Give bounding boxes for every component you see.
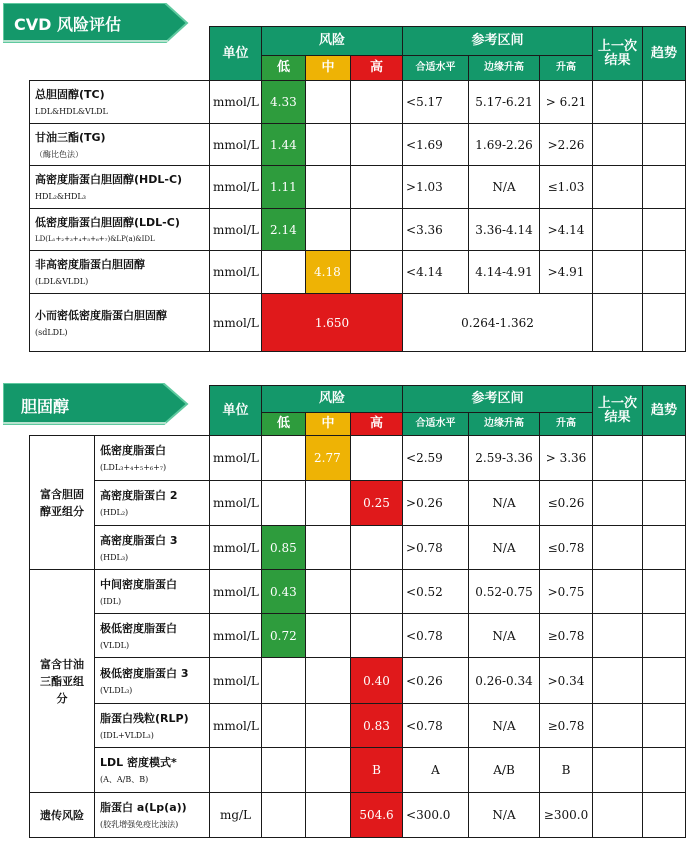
item-elev: > 3.36 bbox=[540, 436, 593, 481]
item-border: N/A bbox=[469, 793, 540, 838]
prev-header: 上一次结果 bbox=[593, 386, 643, 436]
high-header: 高 bbox=[351, 56, 403, 81]
table-row bbox=[30, 481, 686, 526]
risk-header: 风险 bbox=[262, 27, 403, 56]
item-elev: ≥0.78 bbox=[540, 704, 593, 748]
item-elev: B bbox=[540, 748, 593, 793]
item-elev: >2.26 bbox=[540, 124, 593, 166]
item-normal: <5.17 bbox=[403, 81, 469, 124]
item-border: A/B bbox=[469, 748, 540, 793]
item-unit: mmol/L bbox=[210, 481, 262, 526]
item-unit: mmol/L bbox=[210, 124, 262, 166]
item-name: 高密度脂蛋白 2 bbox=[100, 489, 178, 502]
item-value: 504.6 bbox=[351, 793, 403, 838]
item-elev: >4.14 bbox=[540, 209, 593, 251]
item-normal: <0.78 bbox=[403, 614, 469, 658]
item-value: 1.650 bbox=[262, 294, 403, 352]
item-sub: (IDL) bbox=[100, 596, 122, 606]
item-value: 0.83 bbox=[351, 704, 403, 748]
trend-header: 趋势 bbox=[643, 27, 686, 81]
chol-title: 胆固醇 bbox=[21, 397, 70, 416]
item-border: 3.36-4.14 bbox=[469, 209, 540, 251]
item-elev: >0.34 bbox=[540, 658, 593, 704]
table-row bbox=[30, 436, 686, 481]
item-value: 0.85 bbox=[262, 526, 306, 570]
item-name: 脂蛋白残粒(RLP) bbox=[100, 711, 189, 725]
item-border: 0.26-0.34 bbox=[469, 658, 540, 704]
item-border: 4.14-4.91 bbox=[469, 251, 540, 294]
group-label: 富含胆固醇亚组分 bbox=[30, 436, 95, 570]
cvd-table bbox=[29, 26, 686, 352]
item-border: 0.52-0.75 bbox=[469, 570, 540, 614]
table-row bbox=[30, 793, 686, 838]
item-unit: mmol/L bbox=[210, 166, 262, 209]
item-value: 0.72 bbox=[262, 614, 306, 658]
item-sub: (HDL₂) bbox=[100, 508, 129, 517]
item-sub: LD(L₁+₂+₃+₄+₅+₆+₇)&LP(a)&IDL bbox=[35, 234, 155, 243]
item-unit: mmol/L bbox=[210, 436, 262, 481]
mid-header: 中 bbox=[306, 56, 351, 81]
item-elev: ≤1.03 bbox=[540, 166, 593, 209]
item-elev: >4.91 bbox=[540, 251, 593, 294]
item-name: 低密度脂蛋白 bbox=[100, 444, 166, 457]
prev-header: 上一次结果 bbox=[593, 27, 643, 81]
item-border: 5.17-6.21 bbox=[469, 81, 540, 124]
ref-header: 参考区间 bbox=[403, 27, 593, 56]
item-normal: <300.0 bbox=[403, 793, 469, 838]
item-value: 1.11 bbox=[262, 166, 306, 209]
low-header: 低 bbox=[262, 413, 306, 436]
high-header: 高 bbox=[351, 413, 403, 436]
item-normal: <0.78 bbox=[403, 704, 469, 748]
item-elev: ≤0.26 bbox=[540, 481, 593, 526]
item-border: N/A bbox=[469, 704, 540, 748]
item-unit: mmol/L bbox=[210, 209, 262, 251]
cvd-title: CVD 风险评估 bbox=[14, 15, 121, 34]
risk-header: 风险 bbox=[262, 386, 403, 413]
item-unit: mmol/L bbox=[210, 526, 262, 570]
item-sub: (LDL₃+₄+₅+₆+₇) bbox=[100, 463, 167, 472]
item-value: 1.44 bbox=[262, 124, 306, 166]
table-row bbox=[30, 704, 686, 748]
chol-table bbox=[29, 385, 686, 838]
table-row bbox=[30, 526, 686, 570]
border-header: 边缘升高 bbox=[469, 56, 540, 81]
item-sub: (LDL&VLDL) bbox=[35, 277, 89, 286]
item-normal: >0.26 bbox=[403, 481, 469, 526]
table-row bbox=[30, 748, 686, 793]
item-value: 2.14 bbox=[262, 209, 306, 251]
item-normal: <3.36 bbox=[403, 209, 469, 251]
border-header: 边缘升高 bbox=[469, 413, 540, 436]
item-normal: A bbox=[403, 748, 469, 793]
table-row bbox=[30, 294, 686, 352]
item-name: 极低密度脂蛋白 3 bbox=[100, 666, 189, 680]
item-sub: (sdLDL) bbox=[35, 327, 68, 337]
item-normal: >0.78 bbox=[403, 526, 469, 570]
item-sub: LDL&HDL&VLDL bbox=[35, 107, 108, 116]
item-unit: mmol/L bbox=[210, 704, 262, 748]
item-unit: mmol/L bbox=[210, 570, 262, 614]
item-normal: <1.69 bbox=[403, 124, 469, 166]
item-sub: HDL₂&HDL₃ bbox=[35, 192, 86, 201]
item-border: N/A bbox=[469, 614, 540, 658]
table-row bbox=[30, 209, 686, 251]
item-normal: <0.52 bbox=[403, 570, 469, 614]
table-row bbox=[30, 124, 686, 166]
item-border: N/A bbox=[469, 481, 540, 526]
ref-header: 参考区间 bbox=[403, 386, 593, 413]
item-name: LDL 密度模式* bbox=[100, 756, 177, 769]
item-name: 非高密度脂蛋白胆固醇 bbox=[35, 258, 145, 271]
item-name: 总胆固醇(TC) bbox=[35, 88, 105, 101]
item-elev: >0.75 bbox=[540, 570, 593, 614]
item-name: 高密度脂蛋白 3 bbox=[100, 533, 178, 547]
item-value: B bbox=[351, 748, 403, 793]
item-value: 0.40 bbox=[351, 658, 403, 704]
item-unit: mg/L bbox=[210, 793, 262, 838]
item-sub: (HDL₃) bbox=[100, 552, 129, 562]
item-border: N/A bbox=[469, 526, 540, 570]
item-unit: mmol/L bbox=[210, 294, 262, 352]
item-value: 4.33 bbox=[262, 81, 306, 124]
item-sub: （酶比色法） bbox=[35, 149, 83, 159]
table-row bbox=[30, 166, 686, 209]
item-unit: mmol/L bbox=[210, 658, 262, 704]
item-border: 1.69-2.26 bbox=[469, 124, 540, 166]
item-border: N/A bbox=[469, 166, 540, 209]
item-name: 甘油三酯(TG) bbox=[35, 130, 106, 144]
unit-header: 单位 bbox=[210, 27, 262, 81]
item-name: 中间密度脂蛋白 bbox=[100, 577, 177, 591]
normal-header: 合适水平 bbox=[403, 413, 469, 436]
mid-header: 中 bbox=[306, 413, 351, 436]
elev-header: 升高 bbox=[540, 56, 593, 81]
item-sub: (IDL+VLDL₃) bbox=[100, 730, 154, 740]
item-elev: > 6.21 bbox=[540, 81, 593, 124]
item-normal: <4.14 bbox=[403, 251, 469, 294]
low-header: 低 bbox=[262, 56, 306, 81]
item-unit: mmol/L bbox=[210, 251, 262, 294]
table-row bbox=[30, 81, 686, 124]
item-unit: mmol/L bbox=[210, 614, 262, 658]
item-value: 0.25 bbox=[351, 481, 403, 526]
item-name: 高密度脂蛋白胆固醇(HDL-C) bbox=[35, 173, 183, 186]
normal-header: 合适水平 bbox=[403, 56, 469, 81]
item-value: 4.18 bbox=[306, 251, 351, 294]
table-row bbox=[30, 658, 686, 704]
item-sub: (VLDL) bbox=[100, 640, 130, 650]
item-value: 0.43 bbox=[262, 570, 306, 614]
item-elev: ≥300.0 bbox=[540, 793, 593, 838]
table-row bbox=[30, 570, 686, 614]
item-name: 极低密度脂蛋白 bbox=[100, 621, 177, 635]
item-elev: ≤0.78 bbox=[540, 526, 593, 570]
item-unit bbox=[210, 748, 262, 793]
group-label: 富含甘油三酯亚组分 bbox=[30, 570, 95, 793]
item-name: 脂蛋白 a(Lp(a)) bbox=[100, 801, 187, 814]
item-sub: (VLDL₃) bbox=[100, 685, 133, 695]
item-normal: <2.59 bbox=[403, 436, 469, 481]
item-elev: ≥0.78 bbox=[540, 614, 593, 658]
elev-header: 升高 bbox=[540, 413, 593, 436]
item-sub: (胶乳增强免疫比浊法) bbox=[100, 820, 179, 829]
item-ref: 0.264-1.362 bbox=[403, 294, 593, 352]
table-row bbox=[30, 614, 686, 658]
table-row bbox=[30, 251, 686, 294]
unit-header: 单位 bbox=[210, 386, 262, 436]
item-unit: mmol/L bbox=[210, 81, 262, 124]
item-name: 小而密低密度脂蛋白胆固醇 bbox=[35, 308, 167, 322]
item-normal: >1.03 bbox=[403, 166, 469, 209]
item-value: 2.77 bbox=[306, 436, 351, 481]
trend-header: 趋势 bbox=[643, 386, 686, 436]
item-border: 2.59-3.36 bbox=[469, 436, 540, 481]
item-name: 低密度脂蛋白胆固醇(LDL-C) bbox=[35, 215, 180, 229]
item-normal: <0.26 bbox=[403, 658, 469, 704]
group-label: 遗传风险 bbox=[30, 793, 95, 838]
item-sub: (A、A/B、B) bbox=[100, 775, 149, 784]
